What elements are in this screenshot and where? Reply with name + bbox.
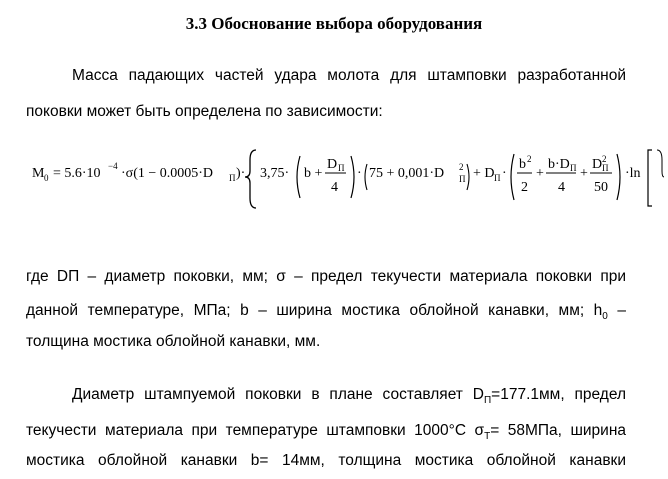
svg-text:П: П xyxy=(338,163,345,173)
paragraph-3-line-2-a: текучести материала при температуре штамповки 1000°С σ xyxy=(26,422,485,439)
svg-text:4: 4 xyxy=(331,180,338,195)
paragraph-3-line-1 xyxy=(72,386,626,406)
svg-text:b +: b + xyxy=(304,166,323,181)
paragraph-2-line-1: где DП – диаметр поковки, мм; σ – предел текучести материала поковки при xyxy=(26,268,626,285)
svg-text:2: 2 xyxy=(459,162,464,172)
paragraph-2-line-2-a: данной температуре, МПа; b – ширина мостика облойной канавки, мм; h xyxy=(26,302,603,319)
svg-text:·σ(1 − 0.0005·D: ·σ(1 − 0.0005·D xyxy=(121,166,214,181)
svg-text:+: + xyxy=(580,166,588,181)
paragraph-3-line-2-b: = 58МПа, ширина xyxy=(490,422,627,439)
paragraph-3-line-1-b: =177.1мм, предел xyxy=(491,386,626,403)
svg-text:П: П xyxy=(570,163,577,173)
svg-text:2: 2 xyxy=(527,154,532,164)
sigma-t-subscript: Т xyxy=(484,431,491,443)
paragraph-3-line-2 xyxy=(26,422,626,442)
paragraph-2-line-2-b: – xyxy=(607,302,626,319)
svg-text:50: 50 xyxy=(594,180,608,195)
svg-text:0: 0 xyxy=(44,173,49,183)
paragraph-1-line-2: поковки может быть определена по зависимости: xyxy=(26,103,383,120)
svg-text:2: 2 xyxy=(602,154,607,164)
svg-text:M: M xyxy=(32,166,45,181)
section-heading: 3.3 Обоснование выбора оборудования xyxy=(185,14,483,33)
paragraph-2-line-3: толщина мостика облойной канавки, мм. xyxy=(26,333,321,350)
svg-text:П: П xyxy=(229,173,236,183)
mass-formula xyxy=(24,138,664,218)
svg-text:D: D xyxy=(592,157,603,172)
svg-text:3,75·: 3,75· xyxy=(260,166,290,181)
svg-text:2: 2 xyxy=(521,180,528,195)
paragraph-3-line-1-a: Диаметр штампуемой поковки в плане составляет D xyxy=(72,386,484,403)
svg-text:= 5.6·10: = 5.6·10 xyxy=(53,166,101,181)
svg-text:+: + xyxy=(536,166,544,181)
svg-text:П: П xyxy=(494,173,501,183)
svg-text:+ D: + D xyxy=(473,166,495,181)
formula-graphic xyxy=(24,138,664,218)
dp-subscript: П xyxy=(483,395,492,407)
svg-text:·ln: ·ln xyxy=(625,166,641,181)
svg-text:75 + 0,001·D: 75 + 0,001·D xyxy=(369,166,445,181)
svg-text:·: · xyxy=(502,166,507,181)
svg-text:П: П xyxy=(459,174,466,184)
svg-text:b·D: b·D xyxy=(548,157,570,172)
svg-text:−4: −4 xyxy=(108,161,118,171)
svg-text:4: 4 xyxy=(558,180,565,195)
paragraph-1-line-1: Масса падающих частей удара молота для штамповки разработанной xyxy=(72,67,626,84)
svg-text:П: П xyxy=(602,163,609,173)
paragraph-2-line-2 xyxy=(26,302,626,322)
svg-text:·: · xyxy=(357,166,362,181)
h0-subscript: 0 xyxy=(602,311,608,323)
svg-text:b: b xyxy=(519,157,526,172)
svg-text:)·: )· xyxy=(236,166,246,181)
svg-text:D: D xyxy=(327,157,338,172)
paragraph-3-line-3: мостика облойной канавки b= 14мм, толщина мостика облойной канавки xyxy=(26,452,626,469)
